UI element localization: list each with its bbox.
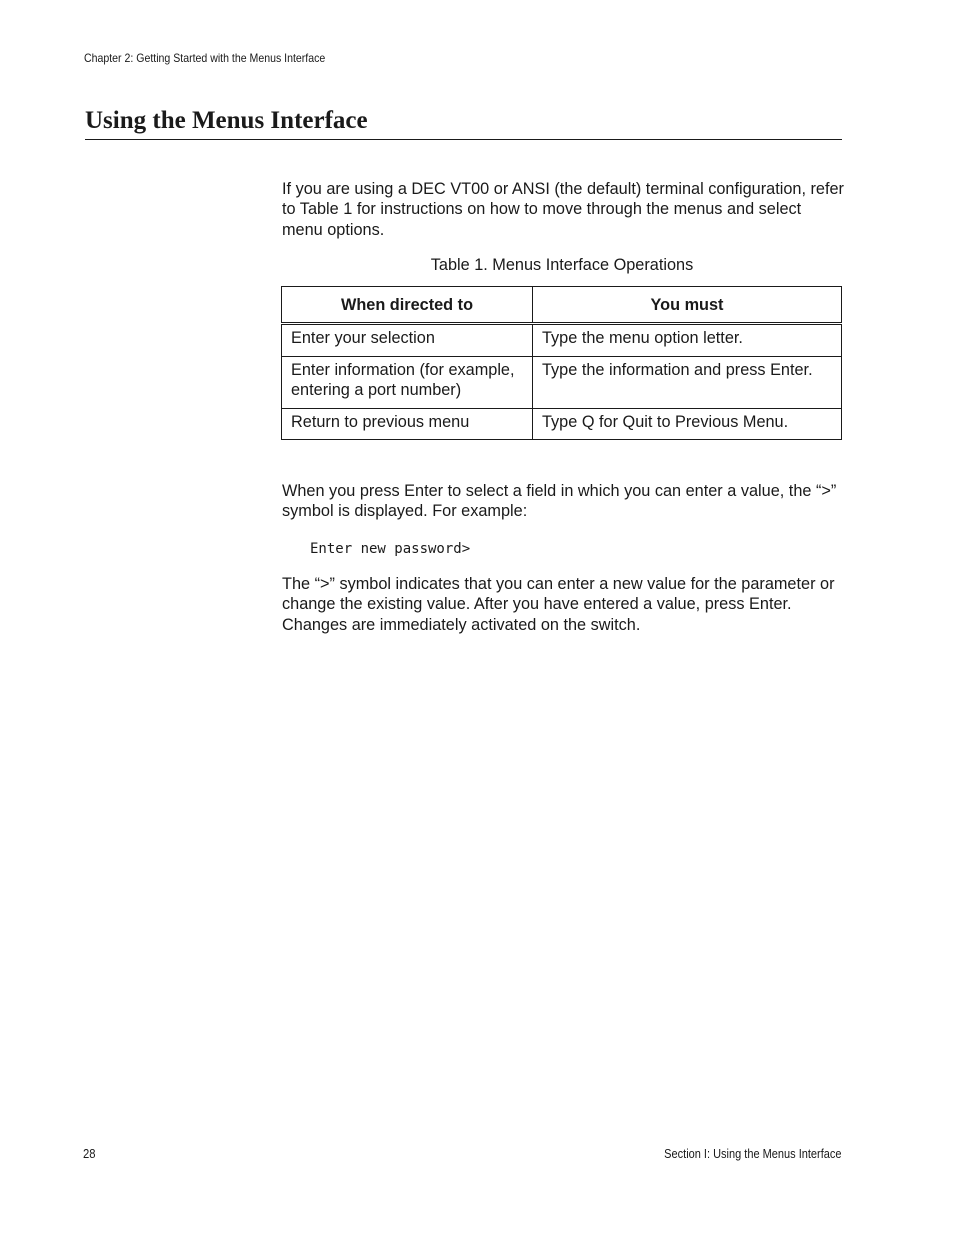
- column-header-when-directed: When directed to: [282, 287, 533, 324]
- closing-paragraph: The “>” symbol indicates that you can enter a new value for the parameter or change the existing value. After you have entered a value, press Enter. Changes are immediately activated on the switch.: [282, 575, 835, 634]
- running-header: Chapter 2: Getting Started with the Menus Interface: [84, 51, 326, 65]
- footer-section-label: Section I: Using the Menus Interface: [663, 1147, 841, 1161]
- section-title: Using the Menus Interface: [85, 106, 842, 140]
- intro-paragraph: If you are using a DEC VT00 or ANSI (the default) terminal configuration, refer to Table 1 for instructions on how to move through the menus and select menu options.: [282, 180, 844, 239]
- table-row: [282, 324, 842, 357]
- table-header-row: [282, 287, 842, 324]
- table-cell: Enter your selection: [282, 324, 533, 357]
- table-cell: Type the menu option letter.: [533, 324, 842, 357]
- after-table-paragraph: When you press Enter to select a field in which you can enter a value, the “>” symbol is displayed. For example:: [282, 482, 837, 521]
- table-cell: Type the information and press Enter.: [533, 356, 842, 408]
- table-row: [282, 408, 842, 440]
- page-number: 28: [83, 1147, 96, 1161]
- table-cell: Return to previous menu: [282, 408, 533, 440]
- table-caption: Table 1. Menus Interface Operations: [430, 256, 694, 274]
- table-row: [282, 356, 842, 408]
- table-cell: Enter information (for example, entering a port number): [282, 356, 533, 408]
- code-example: Enter new password>: [310, 541, 471, 557]
- column-header-you-must: You must: [533, 287, 842, 324]
- table-cell: Type Q for Quit to Previous Menu.: [533, 408, 842, 440]
- operations-table: [281, 286, 842, 440]
